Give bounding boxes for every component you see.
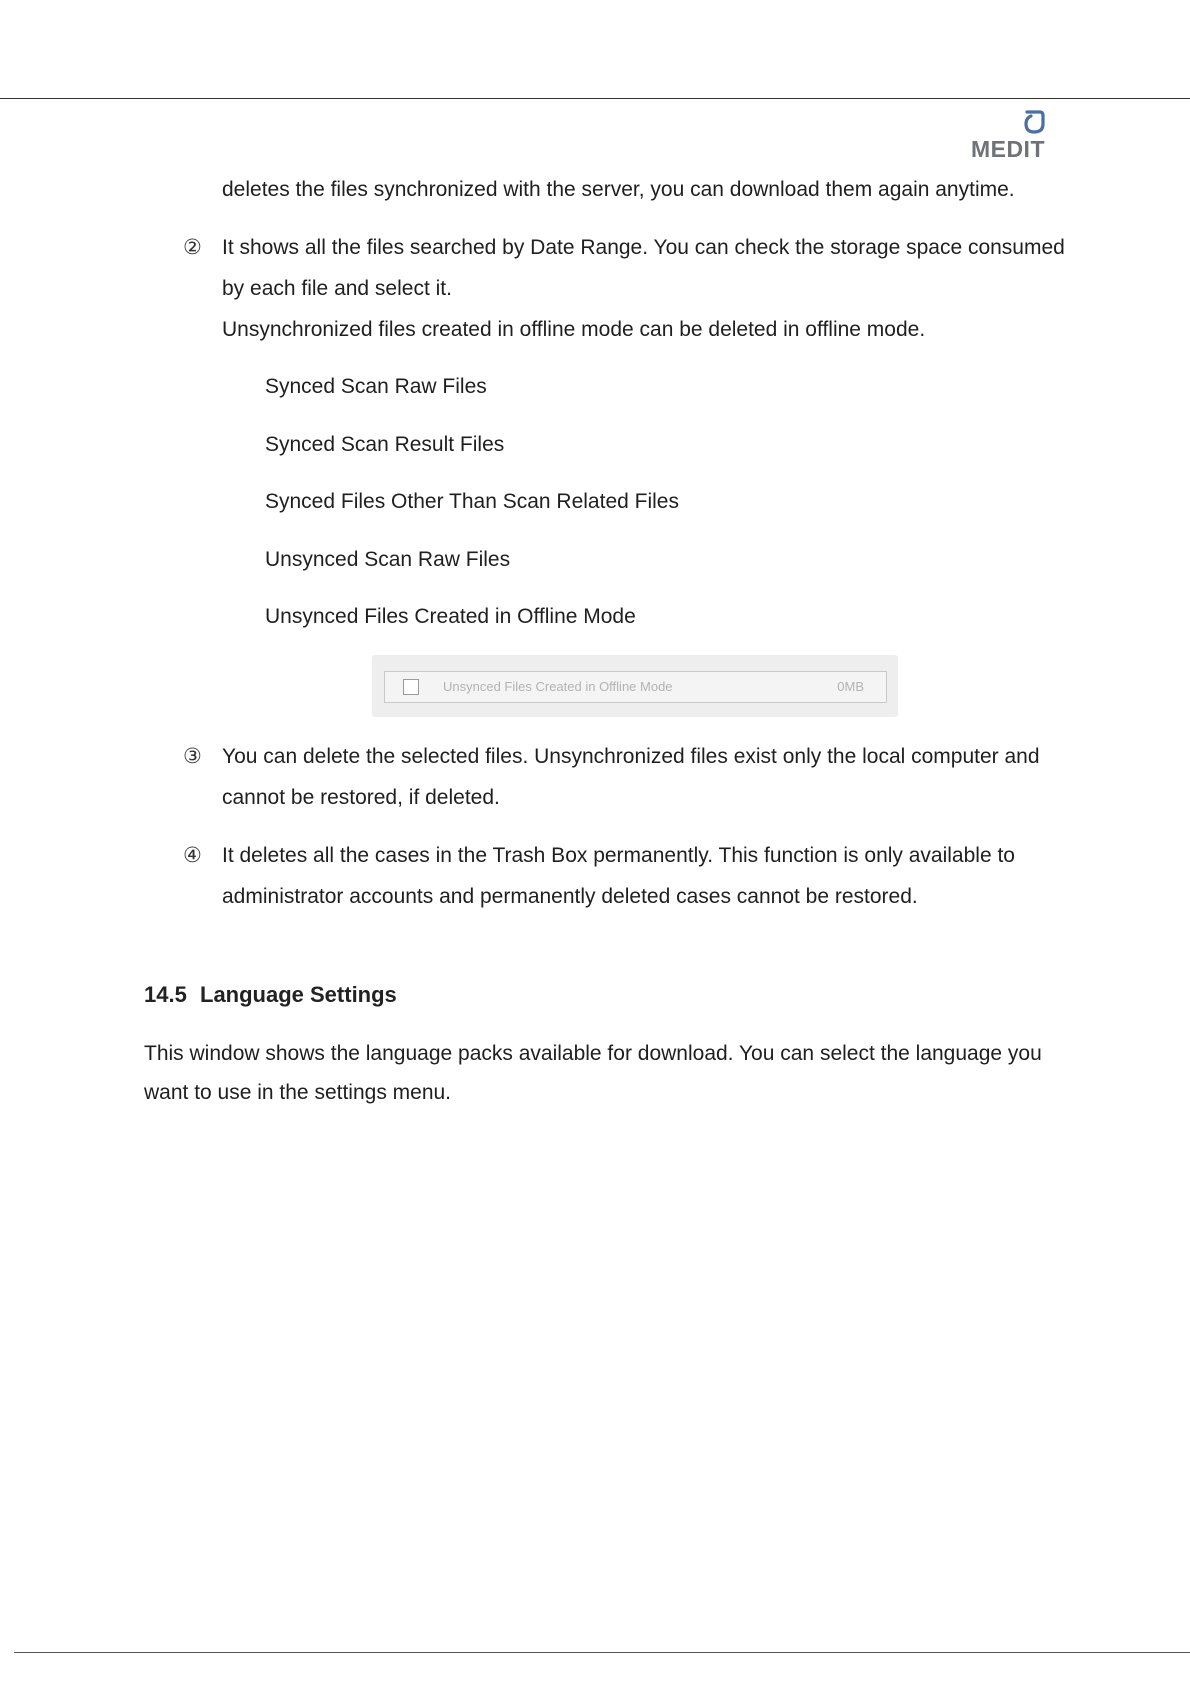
continuation-text: deletes the files synchronized with the server, you can download them again anytime. [222,178,1015,201]
section-number: 14.5 [144,982,187,1007]
item-marker: ③ [183,745,202,768]
medit-logo-icon [1023,110,1045,134]
file-type-item: Unsynced Files Created in Offline Mode [265,605,636,628]
item-4-line-2: administrator accounts and permanently deleted cases cannot be restored. [222,885,918,908]
footer-rule [14,1652,1190,1653]
logo-text: MEDIT [970,136,1045,162]
medit-logo [970,110,1045,162]
file-type-item: Synced Scan Result Files [265,433,505,456]
file-checkbox[interactable] [403,679,419,695]
item-3-line-2: cannot be restored, if deleted. [222,786,500,809]
item-marker: ④ [183,844,202,867]
ui-screenshot-panel [372,655,898,717]
item-marker: ② [183,236,202,259]
file-row[interactable] [384,671,887,703]
section-heading [144,982,397,1008]
section-body-line-1: This window shows the language packs available for download. You can select the language you [144,1042,1042,1065]
section-title: Language Settings [200,982,397,1007]
item-2-line-2: by each file and select it. [222,277,452,300]
header-rule [0,98,1190,99]
item-4-line-1: It deletes all the cases in the Trash Box permanently. This function is only available to [222,844,1015,867]
section-body-line-2: want to use in the settings menu. [144,1081,452,1104]
file-type-item: Synced Files Other Than Scan Related Files [265,490,679,513]
file-type-item: Unsynced Scan Raw Files [265,548,511,571]
file-row-size: 0MB [837,679,864,694]
item-2-line-1: It shows all the files searched by Date Range. You can check the storage space consumed [222,236,1065,259]
item-2-line-3: Unsynchronized files created in offline mode can be deleted in offline mode. [222,318,926,341]
item-3-line-1: You can delete the selected files. Unsynchronized files exist only the local computer and [222,745,1040,768]
file-row-label: Unsynced Files Created in Offline Mode [443,679,673,694]
file-type-item: Synced Scan Raw Files [265,375,487,398]
